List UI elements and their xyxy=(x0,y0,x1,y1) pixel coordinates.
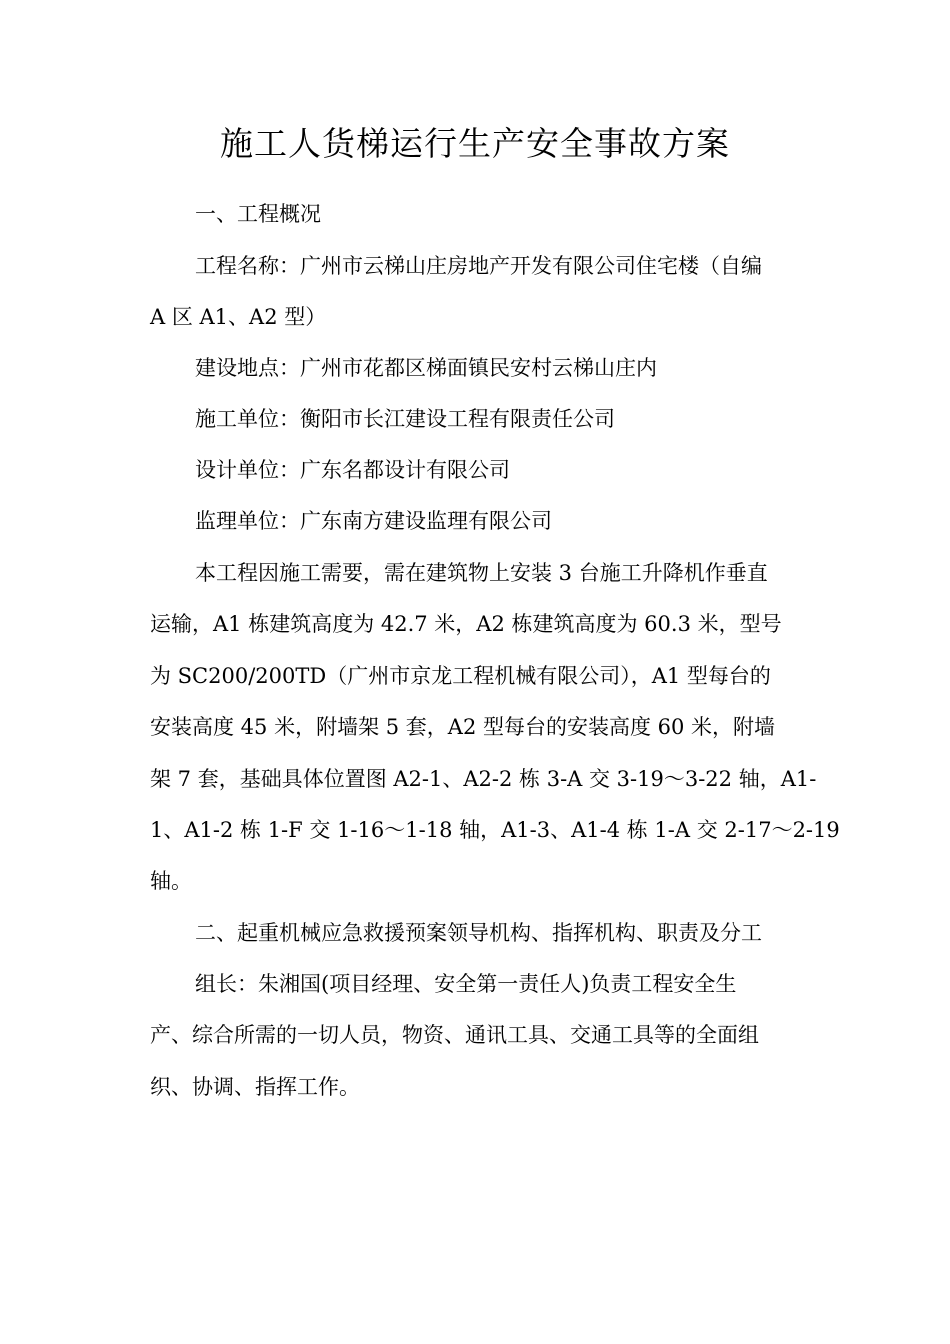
paragraph-line: 组长：朱湘国(项目经理、安全第一责任人)负责工程安全生 xyxy=(195,972,737,996)
paragraph-line: 施工单位：衡阳市长江建设工程有限责任公司 xyxy=(195,407,615,431)
paragraph-line: 运输，A1 栋建筑高度为 42.7 米，A2 栋建筑高度为 60.3 米，型号 xyxy=(150,612,782,636)
paragraph-line: 工程名称：广州市云梯山庄房地产开发有限公司住宅楼（自编 xyxy=(195,254,762,278)
paragraph-line: 织、协调、指挥工作。 xyxy=(150,1075,360,1099)
paragraph-line: 1、A1-2 栋 1-F 交 1-16～1-18 轴，A1-3、A1-4 栋 1-A 交 2-17～2-19 xyxy=(150,818,840,842)
section-heading-1: 一、工程概况 xyxy=(195,202,321,226)
paragraph-line: 产、综合所需的一切人员，物资、通讯工具、交通工具等的全面组 xyxy=(150,1023,759,1047)
section-heading-2: 二、起重机械应急救援预案领导机构、指挥机构、职责及分工 xyxy=(195,921,762,945)
paragraph-line: 建设地点：广州市花都区梯面镇民安村云梯山庄内 xyxy=(195,356,657,380)
paragraph-line: 监理单位：广东南方建设监理有限公司 xyxy=(195,509,552,533)
paragraph-line: 设计单位：广东名都设计有限公司 xyxy=(195,458,510,482)
paragraph-line: A 区 A1、A2 型） xyxy=(150,305,327,329)
paragraph-line: 架 7 套，基础具体位置图 A2-1、A2-2 栋 3-A 交 3-19～3-22 轴，A1- xyxy=(150,767,817,791)
paragraph-line: 本工程因施工需要，需在建筑物上安装 3 台施工升降机作垂直 xyxy=(195,561,768,585)
paragraph-line: 轴。 xyxy=(150,869,192,893)
paragraph-line: 安装高度 45 米，附墙架 5 套，A2 型每台的安装高度 60 米，附墙 xyxy=(150,715,776,739)
paragraph-line: 为 SC200/200TD（广州市京龙工程机械有限公司），A1 型每台的 xyxy=(150,664,771,688)
document-title: 施工人货梯运行生产安全事故方案 xyxy=(220,124,730,163)
